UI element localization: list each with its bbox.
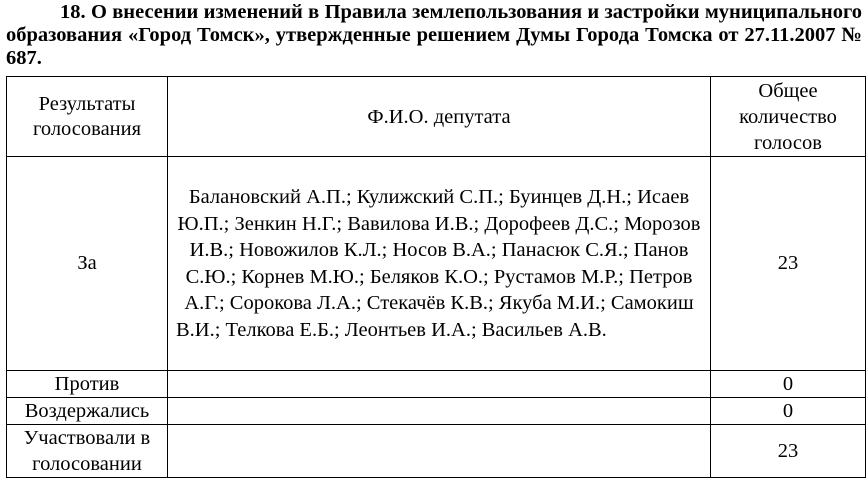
row-label-for: За [7, 157, 168, 371]
deputies-list-participated [168, 425, 711, 478]
table-row-abstained [7, 398, 866, 425]
deputies-list-for: Балановский А.П.; Кулижский С.П.; Буинцев Д.Н.; Исаев Ю.П.; Зенкин Н.Г.; Вавилова И.В.; Дорофеев Д.С.; Морозов И.В.; Новожилов К.Л.; Носов В.А.; Панасюк С.Я.; Панов С.Ю.; Корнев М.Ю.; Беляков К.О.; Рустамов М.Р.; Петров А.Г.; Сорокова Л.А.; Стекачёв К.В.; Якуба М.И.; Самокиш В.И.; Телкова Е.Б.; Леонтьев И.А.; Васильев А.В. [168, 157, 711, 371]
count-against: 0 [711, 371, 866, 398]
table-row-for [7, 157, 866, 371]
count-participated: 23 [711, 425, 866, 478]
item-heading [6, 1, 862, 70]
row-label-participated: Участвовали в голосовании [7, 425, 168, 478]
deputies-list-abstained [168, 398, 711, 425]
table-header-row [7, 77, 866, 157]
row-label-abstained: Воздержались [7, 398, 168, 425]
deputies-list-against [168, 371, 711, 398]
header-results: Результаты голосования [7, 77, 168, 157]
count-for: 23 [711, 157, 866, 371]
voting-results-table [6, 76, 866, 478]
row-label-against: Против [7, 371, 168, 398]
header-total: Общее количество голосов [711, 77, 866, 157]
header-deputies: Ф.И.О. депутата [168, 77, 711, 157]
count-abstained: 0 [711, 398, 866, 425]
item-title: О внесении изменений в Правила землепользования и застройки муниципального образования «Город Томск», утвержденные решением Думы Города Томска от 27.11.2007 № 687. [6, 1, 862, 69]
table-row-against [7, 371, 866, 398]
item-number: 18. [60, 1, 86, 23]
table-row-participated [7, 425, 866, 478]
